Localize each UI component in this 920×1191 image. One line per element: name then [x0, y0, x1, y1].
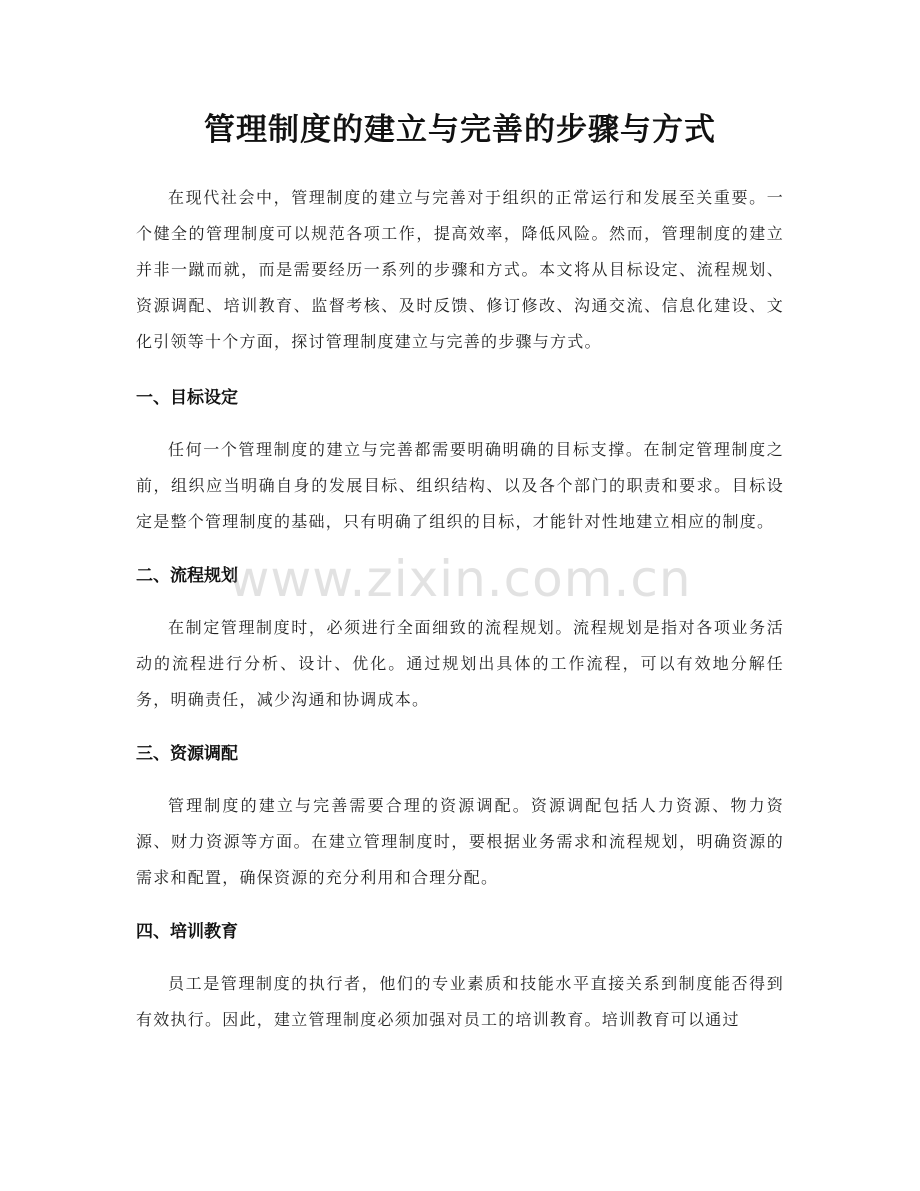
- intro-paragraph: 在现代社会中，管理制度的建立与完善对于组织的正常运行和发展至关重要。一个健全的管理制度可以规范各项工作，提高效率，降低风险。然而，管理制度的建立并非一蹴而就，而是需要经历一系列的步骤和方式。本文将从目标设定、流程规划、资源调配、培训教育、监督考核、及时反馈、修订修改、沟通交流、信息化建设、文化引领等十个方面，探讨管理制度建立与完善的步骤与方式。: [136, 188, 784, 351]
- section-paragraph: 管理制度的建立与完善需要合理的资源调配。资源调配包括人力资源、物力资源、财力资源等方面。在建立管理制度时，要根据业务需求和流程规划，明确资源的需求和配置，确保资源的充分利用和合理分配。: [136, 796, 784, 887]
- section-heading: 二、流程规划: [136, 566, 238, 586]
- document-body: [136, 180, 784, 1038]
- section-process-planning: [136, 558, 784, 718]
- section-goal-setting: [136, 380, 784, 540]
- section-training-education: [136, 914, 784, 1038]
- section-resource-allocation: [136, 736, 784, 896]
- section-paragraph: 任何一个管理制度的建立与完善都需要明确明确的目标支撑。在制定管理制度之前，组织应当明确自身的发展目标、组织结构、以及各个部门的职责和要求。目标设定是整个管理制度的基础，只有明确了组织的目标，才能针对性地建立相应的制度。: [136, 440, 784, 531]
- watermark: www.zixin.com.cn: [228, 550, 692, 608]
- document-title: 管理制度的建立与完善的步骤与方式: [204, 112, 716, 148]
- section-heading: 三、资源调配: [136, 744, 238, 764]
- section-paragraph: 员工是管理制度的执行者，他们的专业素质和技能水平直接关系到制度能否得到有效执行。因此，建立管理制度必须加强对员工的培训教育。培训教育可以通过: [136, 974, 784, 1029]
- section-heading: 一、目标设定: [136, 388, 238, 408]
- section-paragraph: 在制定管理制度时，必须进行全面细致的流程规划。流程规划是指对各项业务活动的流程进行分析、设计、优化。通过规划出具体的工作流程，可以有效地分解任务，明确责任，减少沟通和协调成本。: [136, 618, 784, 709]
- section-heading: 四、培训教育: [136, 922, 238, 942]
